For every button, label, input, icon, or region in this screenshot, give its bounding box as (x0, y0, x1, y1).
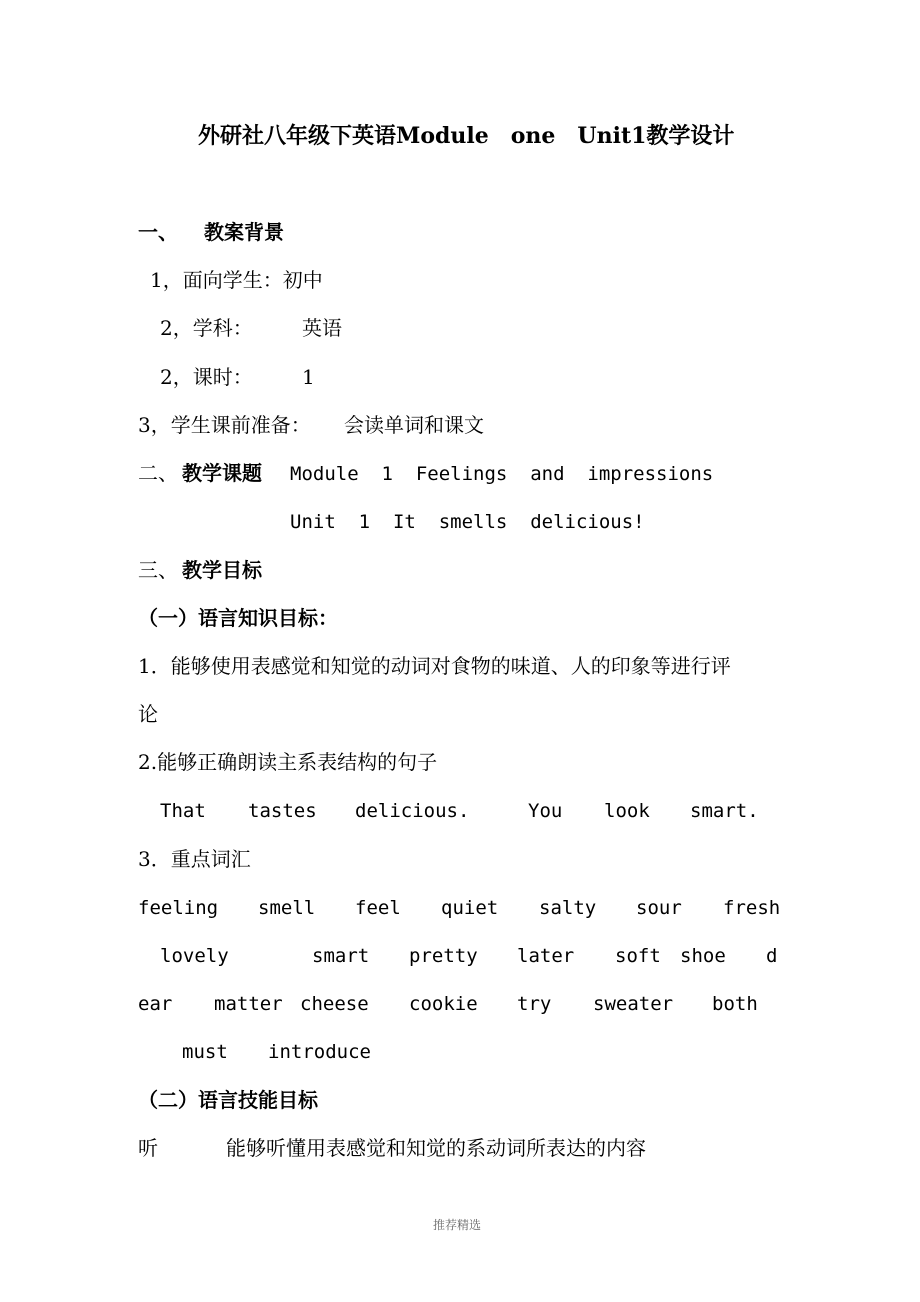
section-2-unit-line: Unit 1 It smells delicious! (290, 511, 645, 533)
section-2-module-line: Module 1 Feelings and impressions (290, 463, 714, 485)
vocab-word: feel (355, 897, 401, 919)
background-line-4-label: 3，学生课前准备： (138, 413, 311, 437)
vocab-word: smart (312, 945, 370, 967)
vocab-word: try (517, 993, 552, 1015)
background-line-3-label: 2，课时： (160, 365, 253, 389)
vocab-word: later (517, 945, 575, 967)
background-line-3-value: 1 (302, 365, 315, 389)
vocab-word: shoe (680, 945, 726, 967)
sentence-word: look (604, 800, 650, 822)
listening-label: 听 (138, 1136, 158, 1160)
sentence-word: That (160, 800, 206, 822)
vocab-word: fresh (723, 897, 781, 919)
vocab-word: must (182, 1041, 228, 1063)
section-3-label: 三、 (138, 558, 178, 582)
vocab-word: salty (539, 897, 597, 919)
vocab-word: introduce (268, 1041, 371, 1063)
vocab-word: cheese (300, 993, 369, 1015)
goal-1-continuation: 论 (138, 702, 158, 726)
sentence-word: You (528, 800, 563, 822)
background-line-4-value: 会读单词和课文 (344, 413, 484, 437)
goal-1-text: 1．能够使用表感觉和知觉的动词对食物的味道、人的印象等进行评 (138, 654, 731, 678)
vocab-word: ear (138, 993, 173, 1015)
vocab-word: sweater (593, 993, 674, 1015)
vocab-word: d (766, 945, 778, 967)
vocab-word: soft (615, 945, 661, 967)
subsection-1-heading: （一）语言知识目标： (138, 606, 338, 630)
page-title: 外研社八年级下英语Module one Unit1教学设计 (198, 123, 735, 149)
vocab-word: pretty (409, 945, 478, 967)
background-line-2-label: 2，学科： (160, 316, 253, 340)
vocab-word: cookie (409, 993, 478, 1015)
vocab-word: lovely (160, 945, 229, 967)
vocab-word: quiet (441, 897, 499, 919)
sentence-word: delicious. (355, 800, 470, 822)
vocab-word: feeling (138, 897, 219, 919)
section-2-heading: 教学课题 (182, 461, 262, 485)
section-1-heading: 教案背景 (204, 220, 284, 244)
vocab-word: matter (214, 993, 283, 1015)
listening-goal-text: 能够听懂用表感觉和知觉的系动词所表达的内容 (226, 1136, 646, 1160)
section-1-number: 一、 (138, 220, 178, 244)
background-line-2-value: 英语 (302, 316, 342, 340)
subsection-2-heading: （二）语言技能目标 (138, 1088, 318, 1112)
vocab-word: smell (258, 897, 316, 919)
sentence-word: tastes (248, 800, 317, 822)
section-2-label: 二、 (138, 461, 178, 485)
sentence-word: smart. (690, 800, 759, 822)
vocab-word: both (712, 993, 758, 1015)
vocab-word: sour (636, 897, 682, 919)
page-footer: 推荐精选 (433, 1218, 482, 1232)
section-3-heading: 教学目标 (182, 558, 262, 582)
background-line-1: 1，面向学生：初中 (150, 268, 323, 292)
goal-3-text: 3．重点词汇 (138, 847, 251, 871)
goal-2-text: 2.能够正确朗读主系表结构的句子 (138, 750, 438, 774)
